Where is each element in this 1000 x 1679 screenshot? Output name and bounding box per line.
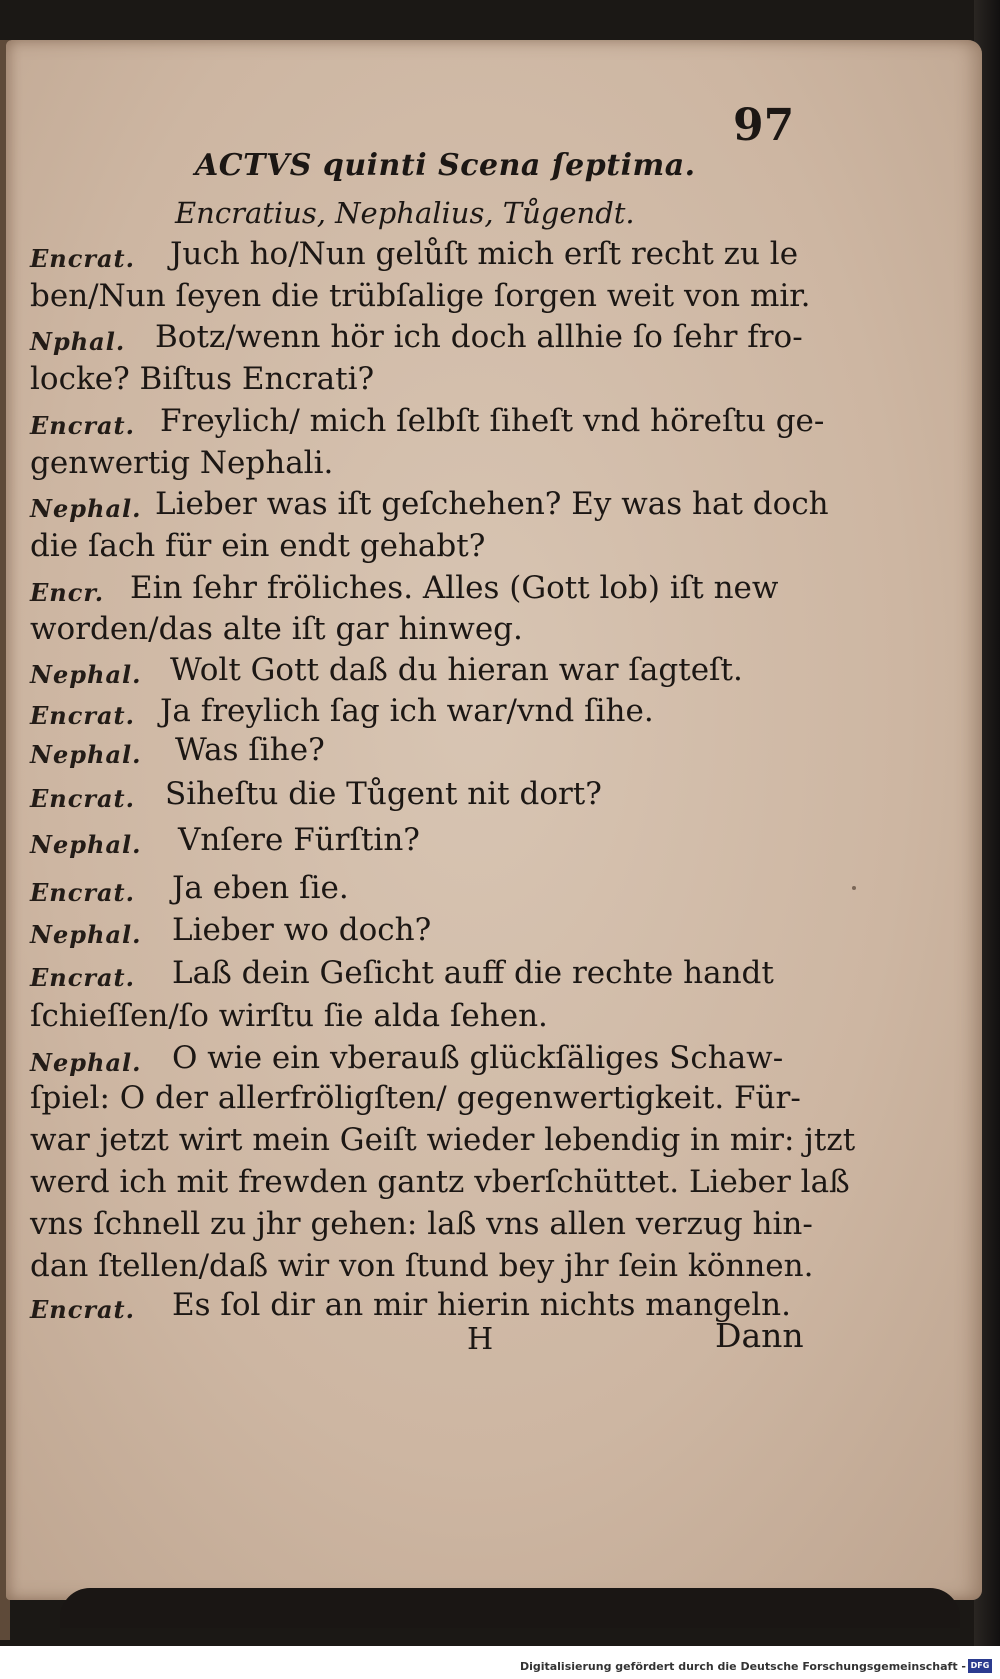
dialogue-line — [0, 1248, 1000, 1288]
dfg-logo: DFG — [968, 1659, 992, 1673]
dialogue-line — [0, 486, 1000, 526]
line-text: Vnſere Fürſtin? — [178, 822, 420, 858]
dialogue-line — [0, 1287, 1000, 1327]
dialogue-line — [0, 870, 1000, 910]
speaker-label: Nephal. — [30, 1048, 142, 1077]
dialogue-line — [0, 1206, 1000, 1246]
speaker-label: Encrat. — [30, 701, 135, 730]
speaker-label: Nephal. — [30, 494, 142, 523]
line-text: Botz/wenn hör ich doch allhie ſo ſehr fro- — [155, 319, 803, 355]
speaker-label: Encrat. — [30, 878, 135, 907]
page-bottom-shadow — [60, 1588, 960, 1628]
speaker-label: Nephal. — [30, 660, 142, 689]
dialogue-line — [0, 693, 1000, 733]
scene-heading: ACTVS quinti Scena ſeptima. — [195, 148, 696, 183]
signature-mark: H — [467, 1322, 494, 1357]
dialogue-line — [0, 822, 1000, 862]
line-text: worden/das alte iſt gar hinweg. — [30, 611, 523, 647]
speaker-label: Encrat. — [30, 1295, 135, 1324]
dialogue-line — [0, 1122, 1000, 1162]
speaker-label: Encrat. — [30, 963, 135, 992]
speaker-label: Nephal. — [30, 830, 142, 859]
line-text: Ja eben ſie. — [172, 870, 349, 906]
speaker-label: Nphal. — [30, 327, 126, 356]
dialogue-line — [0, 652, 1000, 692]
line-text: Es ſol dir an mir hierin nichts mangeln. — [172, 1287, 791, 1323]
dialogue-line — [0, 998, 1000, 1038]
dialogue-line — [0, 403, 1000, 443]
dialogue-line — [0, 1164, 1000, 1204]
speaker-label: Nephal. — [30, 920, 142, 949]
footer-credit: Digitalisierung gefördert durch die Deutsche Forschungsgemeinschaft - — [519, 1660, 966, 1673]
catchword: Dann — [715, 1316, 804, 1355]
dialogue-line — [0, 955, 1000, 995]
line-text: ben/Nun ſeyen die trübſalige ſorgen weit von mir. — [30, 278, 811, 314]
dialogue-line — [0, 1080, 1000, 1120]
line-text: vns ſchnell zu jhr gehen: laß vns allen verzug hin- — [30, 1206, 813, 1242]
dialogue-line — [0, 445, 1000, 485]
line-text: dan ſtellen/daß wir von ſtund bey jhr ſein können. — [30, 1248, 814, 1284]
dialogue-line — [0, 236, 1000, 276]
dialogue-line — [0, 361, 1000, 401]
line-text: die ſach für ein endt gehabt? — [30, 528, 486, 564]
dialogue-line — [0, 611, 1000, 651]
line-text: locke? Biſtus Encrati? — [30, 361, 375, 397]
dialogue-line — [0, 570, 1000, 610]
line-text: war jetzt wirt mein Geiſt wieder lebendig in mir: jtzt — [30, 1122, 856, 1158]
line-text: Ein ſehr fröliches. Alles (Gott lob) iſt new — [130, 570, 779, 606]
page-number: 97 — [733, 100, 795, 151]
speaker-label: Encr. — [30, 578, 105, 607]
dialogue-line — [0, 319, 1000, 359]
line-text: Ja freylich ſag ich war/vnd ſihe. — [160, 693, 654, 729]
dialogue-line — [0, 1040, 1000, 1080]
dialogue-line — [0, 278, 1000, 318]
speaker-label: Encrat. — [30, 244, 135, 273]
line-text: Was ſihe? — [175, 732, 325, 768]
line-text: Freylich/ mich ſelbſt ſiheſt vnd höreſtu ge- — [160, 403, 825, 439]
line-text: genwertig Nephali. — [30, 445, 334, 481]
line-text: Laß dein Geſicht auff die rechte handt — [172, 955, 774, 991]
line-text: Wolt Gott daß du hieran war ſagteſt. — [170, 652, 743, 688]
line-text: ſchieſſen/ſo wirſtu ſie alda ſehen. — [30, 998, 548, 1034]
speaker-label: Encrat. — [30, 784, 135, 813]
line-text: O wie ein vberauß glückſäliges Schaw- — [172, 1040, 784, 1076]
dialogue-line — [0, 912, 1000, 952]
line-text: werd ich mit frewden gantz vberſchüttet. Lieber laß — [30, 1164, 850, 1200]
line-text: Siheſtu die Tůgent nit dort? — [165, 776, 602, 812]
line-text: Lieber wo doch? — [172, 912, 432, 948]
dialogue-line — [0, 776, 1000, 816]
dialogue-line — [0, 732, 1000, 772]
dialogue-line — [0, 528, 1000, 568]
line-text: Juch ho/Nun gelůſt mich erſt recht zu le — [170, 236, 799, 272]
line-text: ſpiel: O der allerfröligſten/ gegenwertigkeit. Für- — [30, 1080, 801, 1116]
character-list: Encratius, Nephalius, Tůgendt. — [175, 196, 635, 230]
speaker-label: Encrat. — [30, 411, 135, 440]
line-text: Lieber was iſt geſchehen? Ey was hat doch — [155, 486, 829, 522]
speaker-label: Nephal. — [30, 740, 142, 769]
